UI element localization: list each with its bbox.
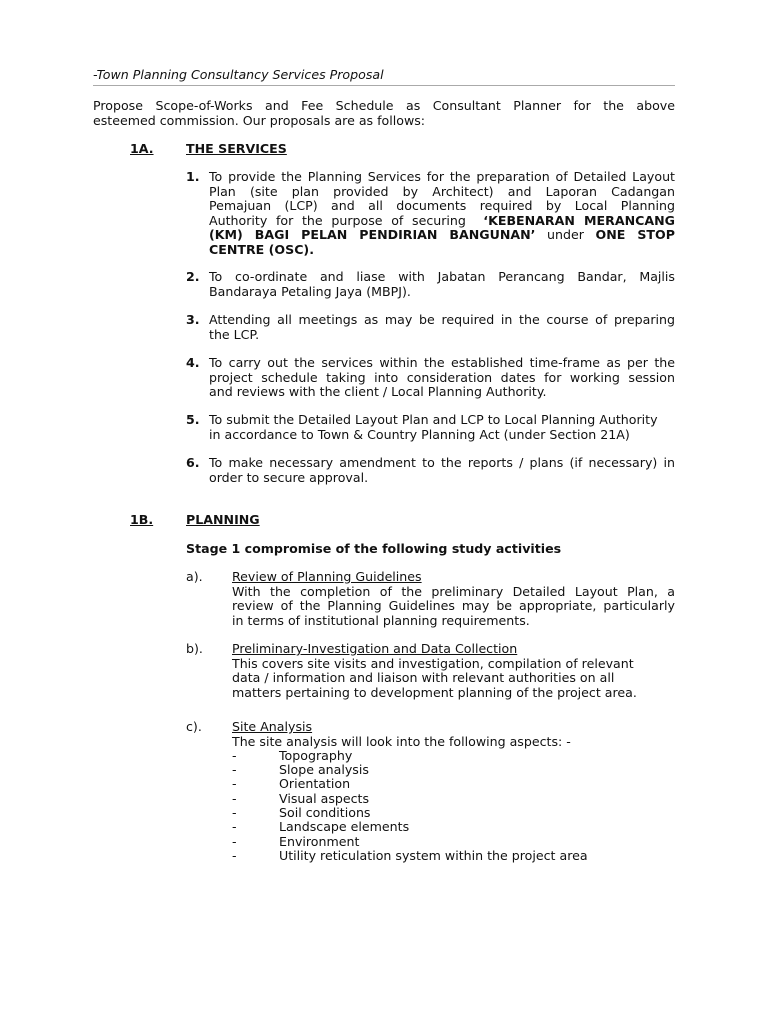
page-header-title: -Town Planning Consultancy Services Proposal: [93, 68, 675, 86]
service-line: the LCP.: [209, 326, 260, 342]
service-line: To carry out the services within the established time-frame as per the: [209, 355, 675, 370]
service-number: 3.: [186, 312, 200, 327]
activity-title: Preliminary-Investigation and Data Collection: [232, 641, 518, 656]
service-number: 5.: [186, 412, 200, 427]
service-line: Attending all meetings as may be required in the course of preparing: [209, 312, 675, 327]
aspect-item: Soil conditions: [279, 805, 371, 820]
activity-label: b).: [186, 641, 203, 656]
service-number: 4.: [186, 355, 200, 370]
aspect-item: Topography: [279, 748, 353, 763]
list-dash: -: [232, 819, 237, 834]
service-line: To submit the Detailed Layout Plan and LCP to Local Planning Authority: [209, 412, 658, 427]
aspect-item: Landscape elements: [279, 819, 410, 834]
service-line: To make necessary amendment to the reports / plans (if necessary) in: [209, 455, 675, 470]
activity-line: review of the Planning Guidelines may be appropriate, particularly: [232, 598, 675, 613]
activity-label: a).: [186, 569, 203, 584]
list-dash: -: [232, 805, 237, 820]
activity-item: [232, 720, 675, 749]
service-item: [209, 270, 675, 299]
service-number: 6.: [186, 455, 200, 470]
activity-line: matters pertaining to development planning of the project area.: [232, 684, 637, 700]
section-number: 1B.: [130, 512, 154, 527]
section-title: THE SERVICES: [186, 141, 287, 156]
service-line: in accordance to Town & Country Planning Act (under Section 21A): [209, 426, 630, 442]
list-dash: -: [232, 776, 237, 791]
service-line: To co-ordinate and liase with Jabatan Perancang Bandar, Majlis: [209, 269, 675, 284]
activity-title: Site Analysis: [232, 719, 313, 734]
service-line: project schedule taking into consideration dates for working session: [209, 369, 675, 385]
service-item: [209, 456, 675, 485]
activity-title: Review of Planning Guidelines: [232, 569, 422, 584]
activity-line: With the completion of the preliminary Detailed Layout Plan, a: [232, 583, 675, 599]
intro-paragraph: [93, 99, 675, 128]
aspect-item: Visual aspects: [279, 791, 370, 806]
list-dash: -: [232, 834, 237, 849]
activity-line: in terms of institutional planning requirements.: [232, 612, 530, 628]
service-line: Authority for the purpose of securing ‘KEBENARAN MERANCANG: [209, 212, 675, 228]
service-line: order to secure approval.: [209, 469, 369, 485]
activity-line: This covers site visits and investigation, compilation of relevant: [232, 655, 634, 671]
list-dash: -: [232, 791, 237, 806]
aspect-item: Orientation: [279, 776, 351, 791]
aspect-item: Slope analysis: [279, 762, 369, 777]
activity-label: c).: [186, 719, 202, 734]
stage-heading: Stage 1 compromise of the following study activities: [186, 541, 562, 556]
list-dash: -: [232, 848, 237, 863]
service-number: 1.: [186, 169, 200, 184]
service-item: [209, 356, 675, 400]
aspect-item: Environment: [279, 834, 360, 849]
list-dash: -: [232, 762, 237, 777]
service-number: 2.: [186, 269, 200, 284]
service-line: Pemajuan (LCP) and all documents required by Local Planning: [209, 198, 675, 213]
service-item: [209, 313, 675, 342]
service-item: [209, 413, 675, 442]
activity-line: The site analysis will look into the following aspects: -: [232, 733, 571, 749]
service-line: Plan (site plan provided by Architect) and Laporan Cadangan: [209, 183, 675, 199]
section-number: 1A.: [130, 141, 154, 156]
service-item: [209, 170, 675, 257]
service-line: (KM) BAGI PELAN PENDIRIAN BANGUNAN’ under ONE STOP: [209, 227, 675, 242]
service-line: Bandaraya Petaling Jaya (MBPJ).: [209, 283, 411, 299]
intro-line: esteemed commission. Our proposals are as follows:: [93, 112, 426, 128]
service-line: CENTRE (OSC).: [209, 241, 314, 257]
intro-line: Propose Scope-of-Works and Fee Schedule as Consultant Planner for the above: [93, 98, 675, 113]
service-line: and reviews with the client / Local Planning Authority.: [209, 384, 547, 399]
list-dash: -: [232, 748, 237, 763]
activity-item: [232, 642, 675, 700]
aspect-item: Utility reticulation system within the project area: [279, 848, 588, 863]
service-line: To provide the Planning Services for the preparation of Detailed Layout: [209, 169, 675, 184]
activity-line: data / information and liaison with relevant authorities on all: [232, 670, 615, 685]
activity-item: [232, 570, 675, 628]
section-title: PLANNING: [186, 512, 260, 527]
